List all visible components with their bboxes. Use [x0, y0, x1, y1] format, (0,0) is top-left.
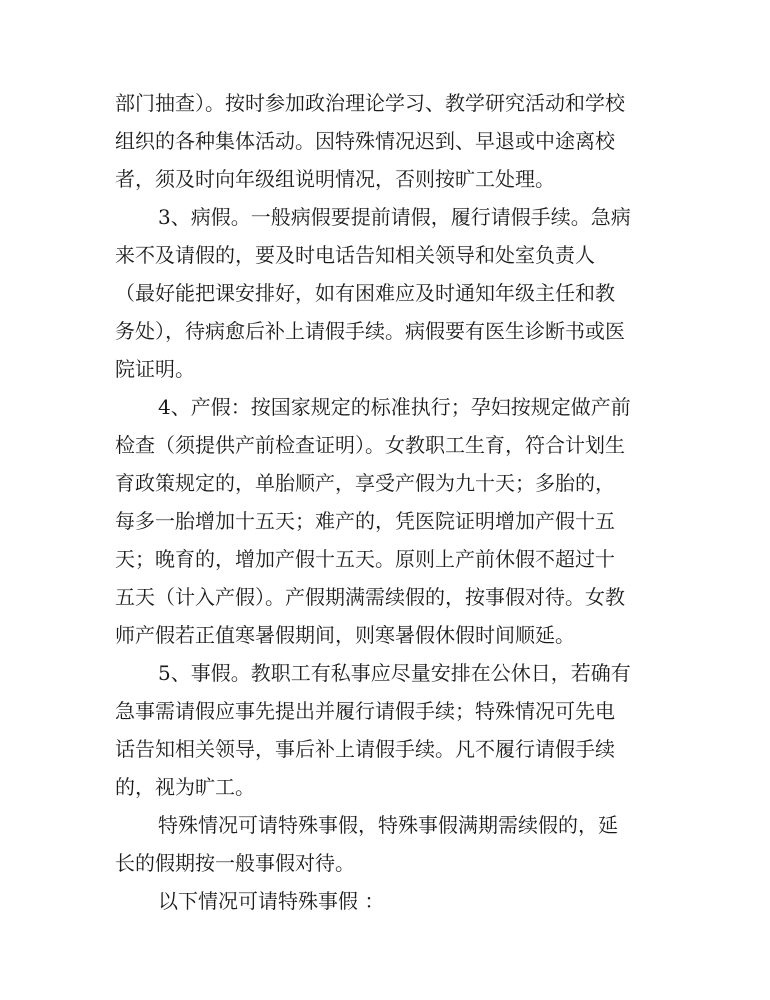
text-line-3: 者，须及时向年级组说明情况，否则按旷工处理。	[115, 167, 555, 191]
text-line-16: 5、事假。教职工有私事应尽量安排在公休日，若确有	[158, 661, 631, 685]
text-line-19: 的，视为旷工。	[115, 775, 255, 799]
text-line-22: 以下情况可请特殊事假 ：	[158, 889, 385, 913]
text-line-13: 天；晚育的，增加产假十五天。原则上产前休假不超过十	[115, 547, 615, 571]
text-line-2: 组织的各种集体活动。因特殊情况迟到、早退或中途离校	[115, 129, 615, 153]
text-line-15: 师产假若正值寒暑假期间，则寒暑假休假时间顺延。	[115, 623, 575, 647]
text-line-1: 部门抽查）。按时参加政治理论学习、教学研究活动和学校	[115, 91, 625, 115]
text-line-4: 3、病假。一般病假要提前请假，履行请假手续。急病	[158, 205, 631, 229]
text-line-14: 五天（计入产假）。产假期满需续假的，按事假对待。女教	[115, 585, 625, 609]
text-line-10: 检查（须提供产前检查证明）。女教职工生育，符合计划生	[115, 433, 625, 457]
text-line-21: 长的假期按一般事假对待。	[115, 851, 355, 875]
text-line-17: 急事需请假应事先提出并履行请假手续；特殊情况可先电	[115, 699, 615, 723]
text-line-9: 4、产假：按国家规定的标准执行；孕妇按规定做产前	[158, 395, 631, 419]
text-line-20: 特殊情况可请特殊事假，特殊事假满期需续假的，延	[158, 813, 618, 837]
text-line-18: 话告知相关领导，事后补上请假手续。凡不履行请假手续	[115, 737, 615, 761]
text-line-8: 院证明。	[115, 357, 195, 381]
text-line-11: 育政策规定的，单胎顺产，享受产假为九十天；多胎的，	[115, 471, 615, 495]
text-line-7: 务处），待病愈后补上请假手续。病假要有医生诊断书或医	[115, 319, 625, 343]
text-line-6: （最好能把课安排好，如有困难应及时通知年级主任和教	[115, 281, 615, 305]
text-line-5: 来不及请假的，要及时电话告知相关领导和处室负责人	[115, 243, 595, 267]
text-line-12: 每多一胎增加十五天；难产的，凭医院证明增加产假十五	[115, 509, 615, 533]
